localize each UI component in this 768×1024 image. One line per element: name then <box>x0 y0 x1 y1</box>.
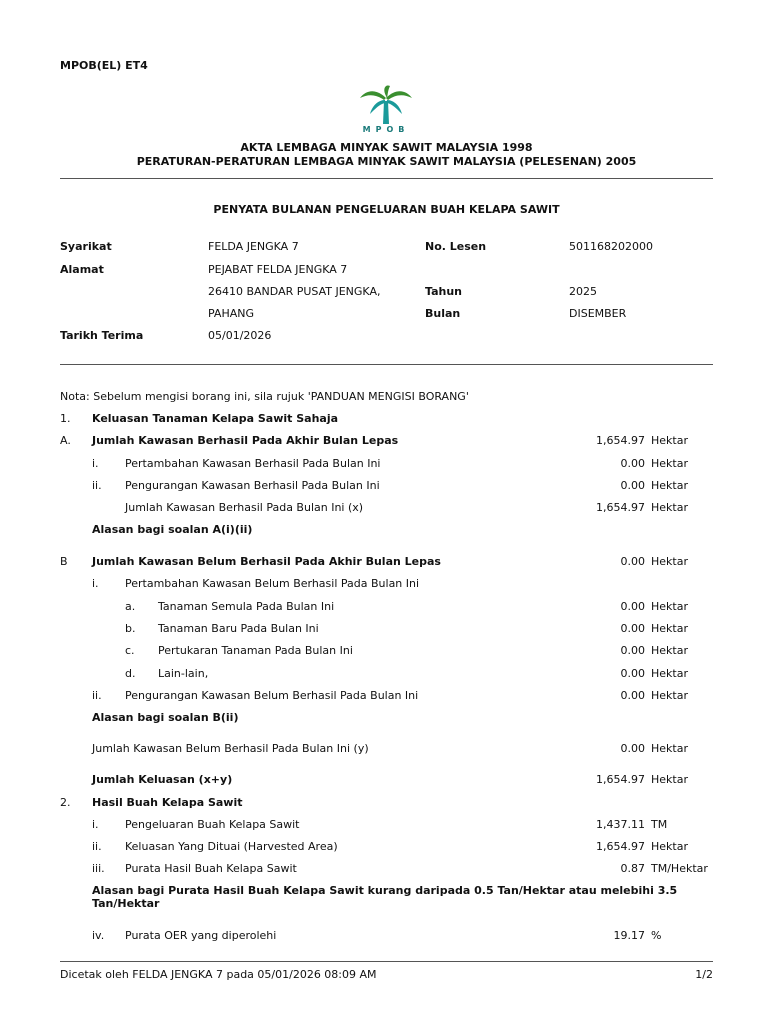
item-label: Tanaman Baru Pada Bulan Ini <box>158 622 319 635</box>
item-number: b. <box>125 622 136 635</box>
item-value: 19.17 <box>613 929 645 942</box>
item-unit: Hektar <box>651 457 688 470</box>
item-value: 1,654.97 <box>596 501 645 514</box>
nota-text: Nota: Sebelum mengisi borang ini, sila rujuk 'PANDUAN MENGISI BORANG' <box>60 390 469 403</box>
item-label: Jumlah Kawasan Belum Berhasil Pada Akhir Bulan Lepas <box>92 555 441 568</box>
item-value: 1,437.11 <box>596 818 645 831</box>
item-label: Pertukaran Tanaman Pada Bulan Ini <box>158 644 353 657</box>
tahun-value: 2025 <box>569 285 597 298</box>
item-label: Jumlah Kawasan Belum Berhasil Pada Bulan Ini (y) <box>92 742 369 755</box>
item-value: 0.00 <box>620 555 645 568</box>
item-number: A. <box>60 434 71 447</box>
item-label: Pengurangan Kawasan Berhasil Pada Bulan Ini <box>125 479 380 492</box>
form-title: PENYATA BULANAN PENGELUARAN BUAH KELAPA SAWIT <box>213 203 560 216</box>
item-unit: Hektar <box>651 644 688 657</box>
syarikat-label: Syarikat <box>60 240 112 253</box>
lesen-value: 501168202000 <box>569 240 653 253</box>
alasan-label: Alasan bagi soalan B(ii) <box>92 711 239 724</box>
item-value: 0.00 <box>620 600 645 613</box>
item-value: 1,654.97 <box>596 840 645 853</box>
palm-logo-icon <box>358 84 414 126</box>
item-label: Jumlah Kawasan Berhasil Pada Bulan Ini (x) <box>125 501 364 514</box>
item-value: 0.00 <box>620 667 645 680</box>
item-label: Pertambahan Kawasan Berhasil Pada Bulan Ini <box>125 457 381 470</box>
alasan-label-cont: Tan/Hektar <box>92 897 160 910</box>
item-number: i. <box>92 457 99 470</box>
alasan-label: Alasan bagi soalan A(i)(ii) <box>92 523 253 536</box>
item-unit: Hektar <box>651 840 688 853</box>
item-label: Jumlah Kawasan Berhasil Pada Akhir Bulan Lepas <box>92 434 399 447</box>
footer-divider <box>60 961 713 962</box>
item-number: d. <box>125 667 136 680</box>
tarikh-label: Tarikh Terima <box>60 329 144 342</box>
section-number: 2. <box>60 796 71 809</box>
item-value: 0.87 <box>620 862 645 875</box>
item-unit: Hektar <box>651 479 688 492</box>
total-label: Jumlah Keluasan (x+y) <box>92 773 233 786</box>
item-unit: Hektar <box>651 501 688 514</box>
item-number: i. <box>92 818 99 831</box>
item-value: 1,654.97 <box>596 434 645 447</box>
item-unit: Hektar <box>651 600 688 613</box>
item-unit: Hektar <box>651 689 688 702</box>
bulan-label: Bulan <box>425 307 461 320</box>
item-number: c. <box>125 644 135 657</box>
item-label: Lain-lain, <box>158 667 209 680</box>
mpob-logo <box>358 84 414 138</box>
item-unit: TM/Hektar <box>651 862 708 875</box>
item-number: iv. <box>92 929 105 942</box>
section-number: 1. <box>60 412 71 425</box>
item-value: 0.00 <box>620 644 645 657</box>
item-label: Tanaman Semula Pada Bulan Ini <box>158 600 335 613</box>
total-value: 1,654.97 <box>596 773 645 786</box>
alasan-label: Alasan bagi Purata Hasil Buah Kelapa Sawit kurang daripada 0.5 Tan/Hektar atau melebihi 3.5 <box>92 884 678 897</box>
item-number: ii. <box>92 689 102 702</box>
footer-printed: Dicetak oleh FELDA JENGKA 7 pada 05/01/2026 08:09 AM <box>60 968 377 981</box>
item-unit: TM <box>651 818 668 831</box>
bulan-value: DISEMBER <box>569 307 627 320</box>
form-code: MPOB(EL) ET4 <box>60 59 148 72</box>
item-unit: Hektar <box>651 667 688 680</box>
alamat-label: Alamat <box>60 263 104 276</box>
logo-text: MPOB <box>362 125 410 134</box>
item-label: Purata OER yang diperolehi <box>125 929 277 942</box>
item-value: 0.00 <box>620 622 645 635</box>
item-number: ii. <box>92 479 102 492</box>
item-value: 0.00 <box>620 457 645 470</box>
item-label: Pertambahan Kawasan Belum Berhasil Pada Bulan Ini <box>125 577 420 590</box>
item-label: Pengeluaran Buah Kelapa Sawit <box>125 818 300 831</box>
item-value: 0.00 <box>620 689 645 702</box>
alamat-line1: PEJABAT FELDA JENGKA 7 <box>208 263 348 276</box>
page-number: 1/2 <box>695 968 713 981</box>
total-unit: Hektar <box>651 773 688 786</box>
item-unit: Hektar <box>651 555 688 568</box>
item-value: 0.00 <box>620 742 645 755</box>
item-unit: Hektar <box>651 622 688 635</box>
header-act: AKTA LEMBAGA MINYAK SAWIT MALAYSIA 1998 <box>240 141 533 154</box>
item-label: Purata Hasil Buah Kelapa Sawit <box>125 862 297 875</box>
item-label: Pengurangan Kawasan Belum Berhasil Pada Bulan Ini <box>125 689 419 702</box>
item-value: 0.00 <box>620 479 645 492</box>
divider <box>60 364 713 365</box>
alamat-line3: PAHANG <box>208 307 255 320</box>
divider <box>60 178 713 179</box>
tarikh-value: 05/01/2026 <box>208 329 272 342</box>
tahun-label: Tahun <box>425 285 463 298</box>
section-title: Hasil Buah Kelapa Sawit <box>92 796 243 809</box>
item-number: B <box>60 555 68 568</box>
syarikat-value: FELDA JENGKA 7 <box>208 240 299 253</box>
item-unit: Hektar <box>651 742 688 755</box>
item-number: ii. <box>92 840 102 853</box>
item-number: i. <box>92 577 99 590</box>
item-number: iii. <box>92 862 105 875</box>
item-number: a. <box>125 600 136 613</box>
item-unit: Hektar <box>651 434 688 447</box>
lesen-label: No. Lesen <box>425 240 487 253</box>
header-regulation: PERATURAN-PERATURAN LEMBAGA MINYAK SAWIT MALAYSIA (PELESENAN) 2005 <box>136 155 637 168</box>
section-title: Keluasan Tanaman Kelapa Sawit Sahaja <box>92 412 339 425</box>
alamat-line2: 26410 BANDAR PUSAT JENGKA, <box>208 285 381 298</box>
item-label: Keluasan Yang Dituai (Harvested Area) <box>125 840 338 853</box>
item-unit: % <box>651 929 662 942</box>
